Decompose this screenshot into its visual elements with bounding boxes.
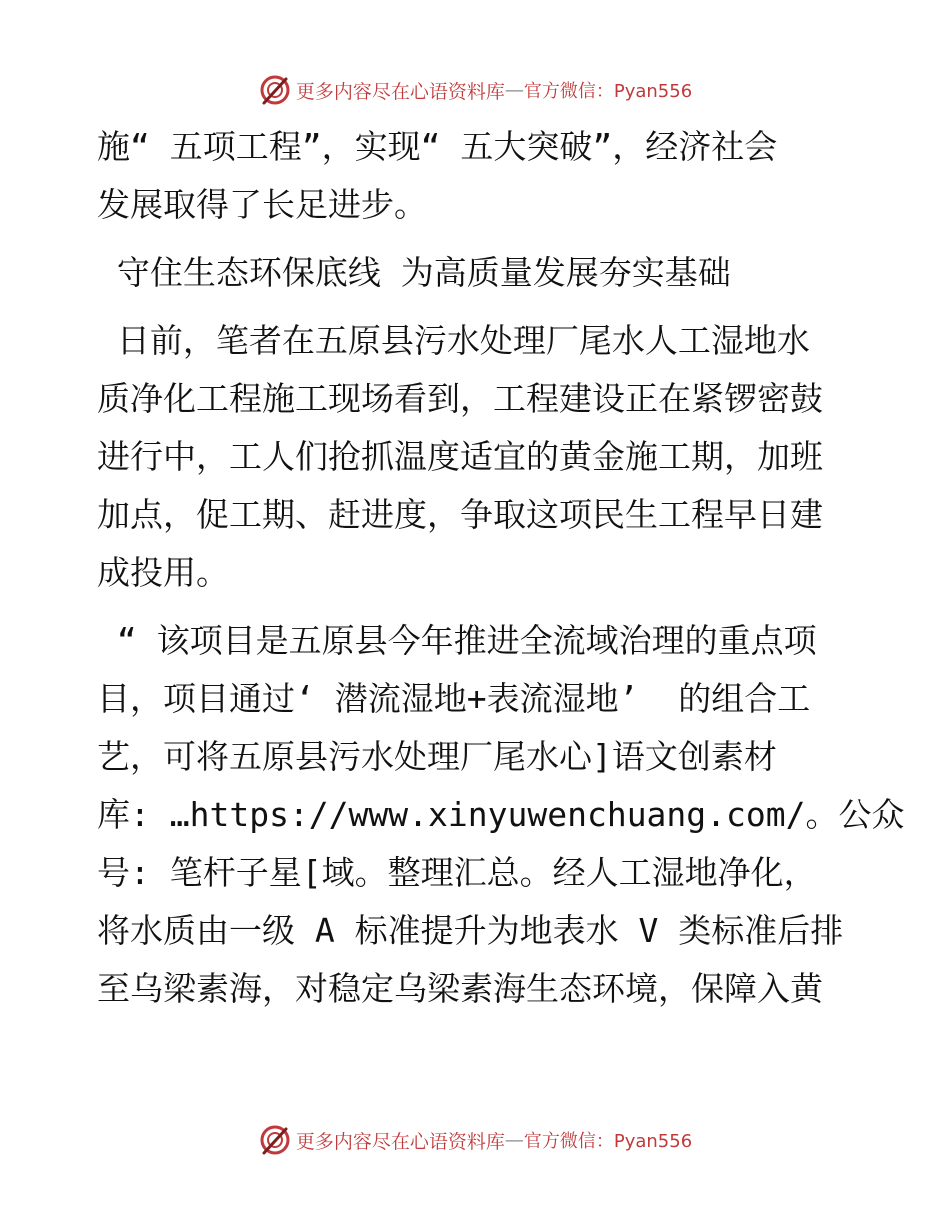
text-line: 发展取得了长足进步。 — [97, 185, 427, 224]
paragraph-1 — [97, 118, 857, 234]
text-line: 成投用。 — [97, 553, 229, 592]
text-line: 日前，笔者在五原县污水处理厂尾水人工湿地水 — [97, 321, 810, 360]
banner-separator: — — [504, 1129, 524, 1151]
text-line: 将水质由一级 A 标准提升为地表水 V 类标准后排 — [97, 911, 844, 950]
brush-logo-icon — [258, 73, 292, 107]
brand-text: 更多内容尽在心语资料库 — [295, 1130, 505, 1153]
text-line: “ 该项目是五原县今年推进全流域治理的重点项 — [97, 621, 817, 660]
footer-watermark — [0, 1122, 950, 1158]
document-body — [97, 118, 905, 1018]
text-line: 号: 笔杆子星[域。整理汇总。经人工湿地净化， — [97, 853, 817, 892]
text-line: 至乌梁素海，对稳定乌梁素海生态环境，保障入黄 — [97, 969, 823, 1008]
section-heading: 守住生态环保底线 为高质量发展夯实基础 — [97, 253, 731, 292]
paragraph-2 — [97, 312, 857, 602]
text-line: 库: …https://www.xinyuwenchuang.com/。公众 — [97, 795, 905, 834]
banner-separator: — — [504, 79, 524, 101]
text-line: 加点，促工期、赶进度，争取这项民生工程早日建 — [97, 495, 823, 534]
wechat-text: 官方微信：Pyan556 — [523, 1131, 693, 1152]
text-line: 艺，可将五原县污水处理厂尾水心]语文创素材 — [97, 737, 777, 776]
brand-text: 更多内容尽在心语资料库 — [295, 80, 505, 103]
text-line: 目，项目通过‘ 潜流湿地+表流湿地’ 的组合工 — [97, 679, 811, 718]
paragraph-3 — [97, 612, 905, 1018]
text-line: 施“ 五项工程”，实现“ 五大突破”，经济社会 — [97, 127, 778, 166]
text-line: 质净化工程施工现场看到，工程建设正在紧锣密鼓 — [97, 379, 823, 418]
brush-logo-icon — [258, 1123, 292, 1157]
text-line: 进行中，工人们抢抓温度适宜的黄金施工期，加班 — [97, 437, 823, 476]
header-watermark — [0, 72, 950, 108]
wechat-text: 官方微信：Pyan556 — [523, 81, 693, 102]
